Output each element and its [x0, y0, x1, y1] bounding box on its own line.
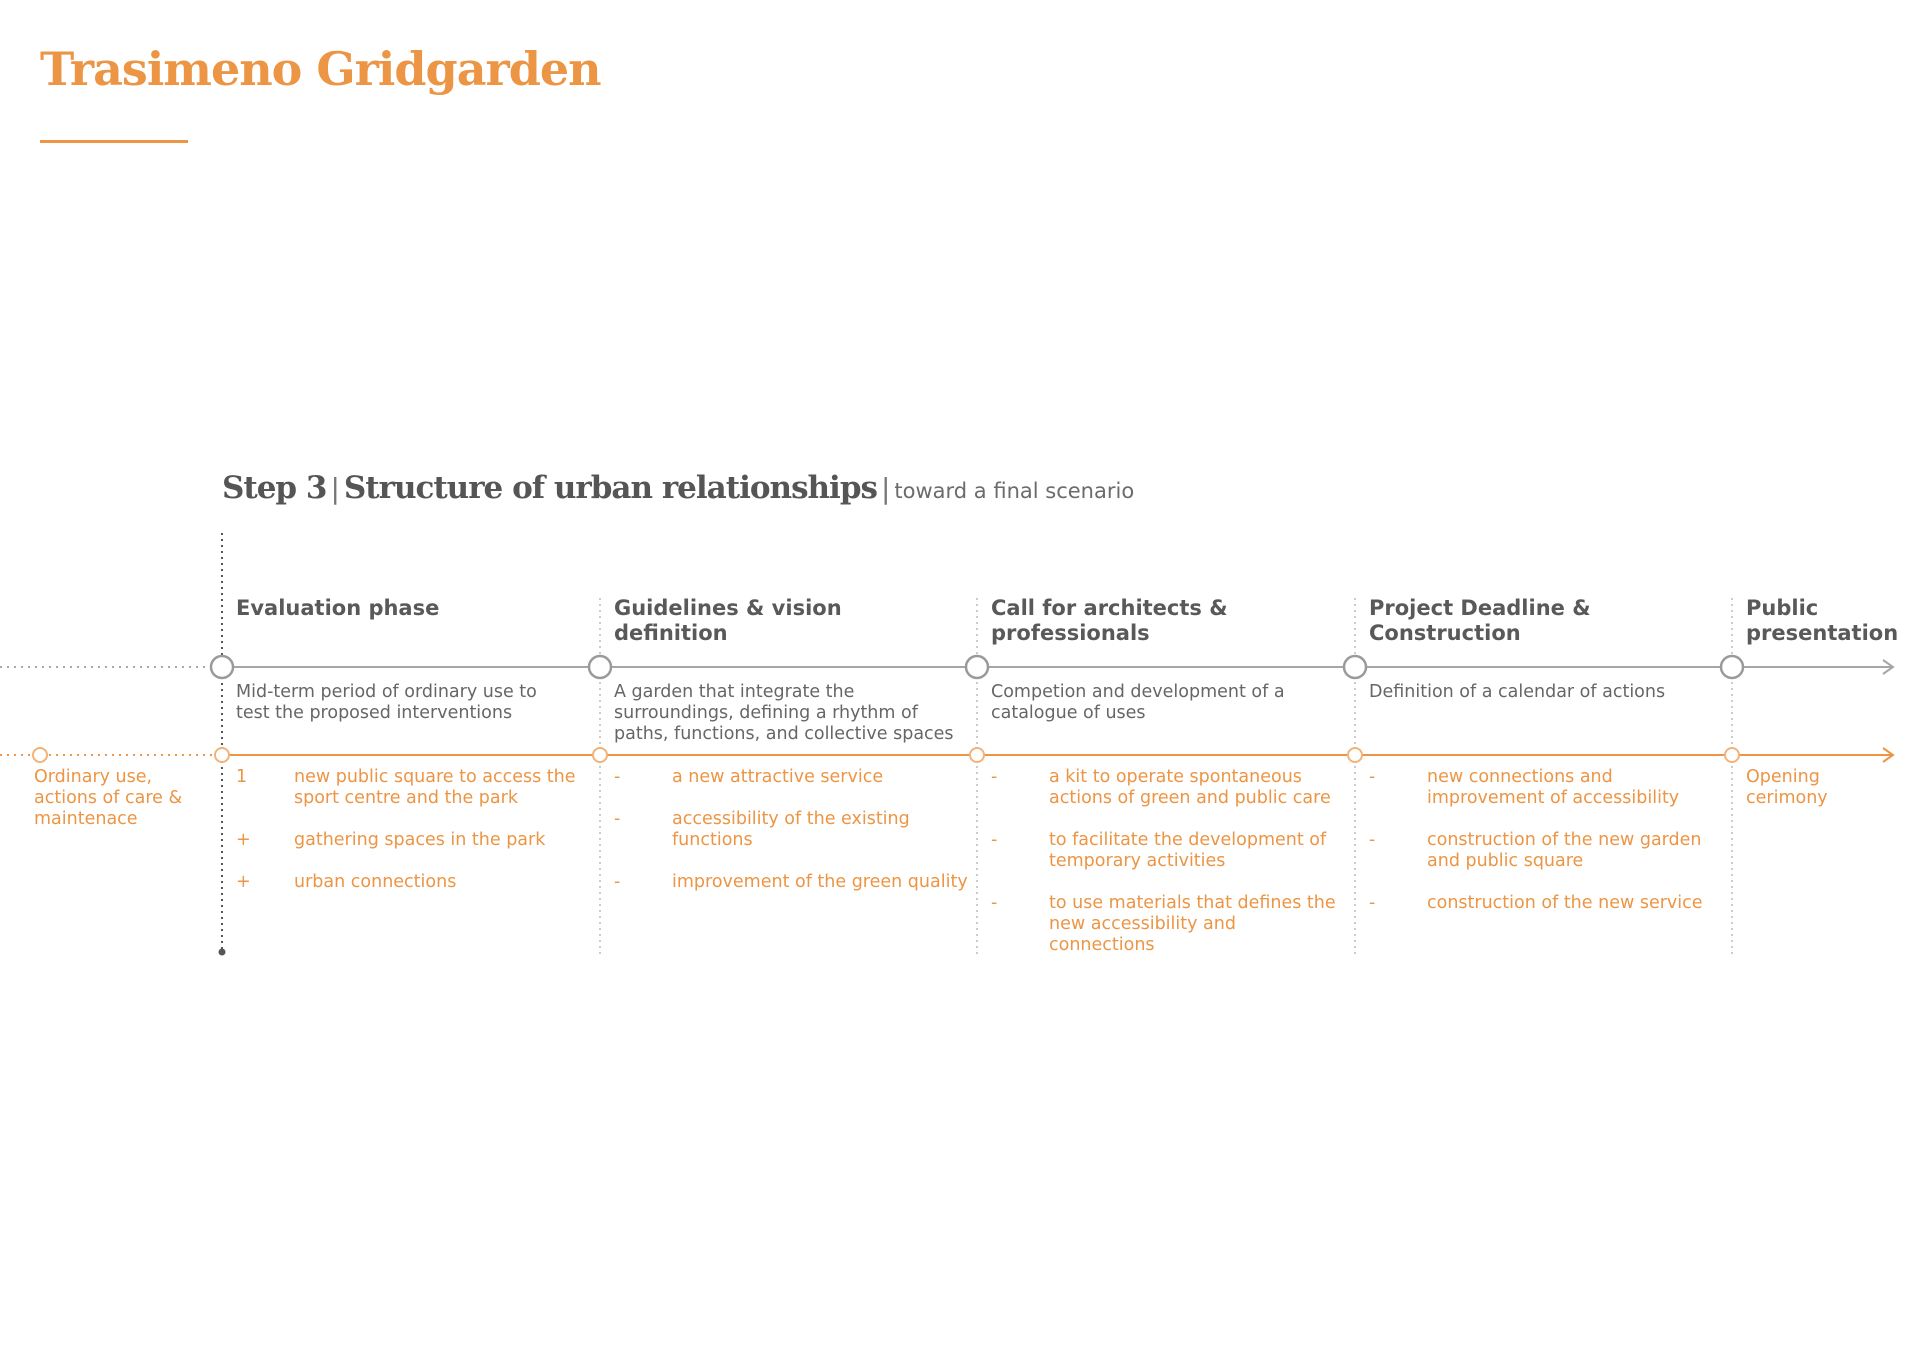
action-text: gathering spaces in the park	[294, 830, 546, 850]
action-text: to facilitate the development of temporary activities	[1049, 830, 1327, 871]
action-text: accessibility of the existing functions	[672, 809, 910, 850]
action-item	[236, 830, 581, 851]
action-marker: -	[1369, 830, 1376, 850]
step-label: Step 3	[222, 470, 327, 506]
action-text: urban connections	[294, 872, 457, 892]
action-item	[614, 872, 969, 893]
milestone-circle	[1344, 656, 1366, 678]
phase-title: Guidelines & vision definition	[614, 596, 842, 645]
action-text: a new attractive service	[672, 767, 884, 787]
action-item	[1746, 767, 1886, 809]
phase-description: Mid-term period of ordinary use to test the proposed interventions	[236, 682, 537, 723]
phase-actions	[236, 767, 581, 914]
milestone-circle	[966, 656, 988, 678]
action-circle	[970, 748, 984, 762]
step-separator: |	[880, 472, 891, 505]
action-circle	[593, 748, 607, 762]
step-title: Structure of urban relationships	[343, 470, 877, 506]
action-circle	[215, 748, 229, 762]
action-text: new connections and improvement of accessibility	[1427, 767, 1680, 808]
phase-actions	[1746, 767, 1886, 830]
start-marker-dot	[219, 949, 226, 956]
action-item	[236, 767, 581, 809]
action-item	[614, 767, 969, 788]
action-marker: -	[991, 893, 998, 913]
phase-title: Evaluation phase	[236, 596, 440, 620]
phase-description: Competion and development of a catalogue of uses	[991, 682, 1285, 723]
phase-actions	[991, 767, 1336, 977]
phase-description: A garden that integrate the surroundings, defining a rhythm of paths, functions, and collective spaces	[614, 682, 954, 744]
phase-description: Definition of a calendar of actions	[1369, 682, 1666, 702]
action-circle	[1725, 748, 1739, 762]
action-marker: -	[1369, 767, 1376, 787]
action-text: to use materials that defines the new accessibility and connections	[1049, 893, 1336, 955]
action-item	[991, 767, 1336, 809]
phase-actions	[614, 767, 969, 914]
step-subtitle: toward a final scenario	[894, 479, 1135, 503]
phase-title: Project Deadline & Construction	[1369, 596, 1591, 645]
action-marker: +	[236, 830, 251, 850]
phase-actions	[1369, 767, 1714, 935]
milestone-circle	[211, 656, 233, 678]
action-marker: +	[236, 872, 251, 892]
action-text: new public square to access the sport centre and the park	[294, 767, 576, 808]
action-marker: 1	[236, 767, 248, 787]
action-item	[1369, 767, 1714, 809]
action-text: construction of the new service	[1427, 893, 1703, 913]
ordinary-use-note: Ordinary use, actions of care & maintenace	[34, 767, 183, 829]
action-marker: -	[1369, 893, 1376, 913]
action-item	[1369, 893, 1714, 914]
action-item	[991, 830, 1336, 872]
phase-title: Call for architects & professionals	[991, 596, 1228, 645]
action-item	[614, 809, 969, 851]
action-marker: -	[991, 830, 998, 850]
action-marker: -	[614, 809, 621, 829]
milestone-circle	[589, 656, 611, 678]
action-text: improvement of the green quality	[672, 872, 968, 892]
page-title: Trasimeno Gridgarden	[40, 42, 601, 96]
action-text: construction of the new garden and public square	[1427, 830, 1702, 871]
action-circle	[33, 748, 47, 762]
action-marker: -	[991, 767, 998, 787]
step-separator: |	[330, 472, 340, 505]
phase-title: Public presentation	[1746, 596, 1899, 645]
action-item	[236, 872, 581, 893]
action-text: Opening cerimony	[1746, 767, 1828, 808]
action-item	[1369, 830, 1714, 872]
action-circle	[1348, 748, 1362, 762]
action-marker: -	[614, 872, 621, 892]
action-item	[991, 893, 1336, 956]
action-marker: -	[614, 767, 621, 787]
milestone-circle	[1721, 656, 1743, 678]
action-text: a kit to operate spontaneous actions of green and public care	[1049, 767, 1331, 808]
